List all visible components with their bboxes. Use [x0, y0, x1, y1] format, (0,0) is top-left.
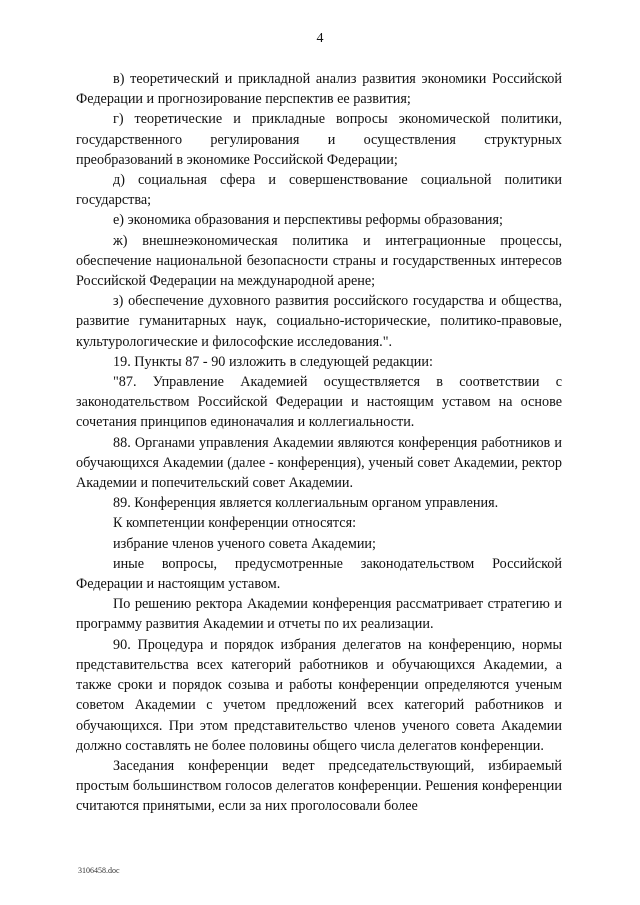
paragraph-competence-other: иные вопросы, предусмотренные законодательством Российской Федерации и настоящим уставом. [76, 555, 562, 593]
paragraph-item-v: в) теоретический и прикладной анализ развития экономики Российской Федерации и прогнозирование перспектив ее развития; [76, 71, 562, 108]
paragraph-point-88: 88. Органами управления Академии являются конференция работников и обучающихся Академии (далее - конференция), ученый совет Академии, ректор Академии и попечительский совет Академии. [76, 434, 562, 492]
paragraph-competence-intro: К компетенции конференции относятся: [113, 515, 357, 532]
paragraph-point-19: 19. Пункты 87 - 90 изложить в следующей редакции: [113, 353, 433, 370]
document-body [76, 69, 562, 817]
paragraph-item-e: е) экономика образования и перспективы реформы образования; [113, 212, 503, 229]
paragraph-item-g: г) теоретические и прикладные вопросы экономической политики, государственного регулирования и осуществления структурных преобразований в экономике Российской Федерации; [76, 111, 562, 168]
paragraph-point-89: 89. Конференция является коллегиальным органом управления. [113, 495, 499, 512]
paragraph-sessions: Заседания конференции ведет председательствующий, избираемый простым большинством голосов делегатов конференции. Решения конференции считаются принятыми, если за них проголосовали более [76, 757, 562, 815]
paragraph-point-87: "87. Управление Академией осуществляется в соответствии с законодательством Российской Федерации и настоящим уставом на основе сочетания принципов единоначалия и коллегиальности. [76, 374, 562, 431]
paragraph-item-zh: ж) внешнеэкономическая политика и интеграционные процессы, обеспечение национальной безопасности страны и государственных интересов Российской Федерации на международной арене; [76, 232, 562, 290]
paragraph-rector-decision: По решению ректора Академии конференция рассматривает стратегию и программу развития Академии и отчеты по их реализации. [76, 596, 562, 633]
paragraph-item-d: д) социальная сфера и совершенствование социальной политики государства; [76, 172, 562, 209]
paragraph-competence-election: избрание членов ученого совета Академии; [113, 535, 376, 552]
page-number: 4 [316, 31, 324, 46]
paragraph-point-90: 90. Процедура и порядок избрания делегатов на конференцию, нормы представительства всех категорий работников и обучающихся Академии, а также сроки и порядок созыва и работы конференции определяются ученым советом Академии с учетом предложений всех категорий работников и обучающихся. При этом представительство членов ученого совета Академии должно составлять не более половины общего числа делегатов конференции. [76, 636, 562, 754]
document-footer: 3106458.doc [78, 866, 120, 875]
paragraph-item-z: з) обеспечение духовного развития российского государства и общества, развитие гуманитарных наук, социально-исторические, политико-правовые, культурологические и философские исследования.". [76, 293, 562, 350]
